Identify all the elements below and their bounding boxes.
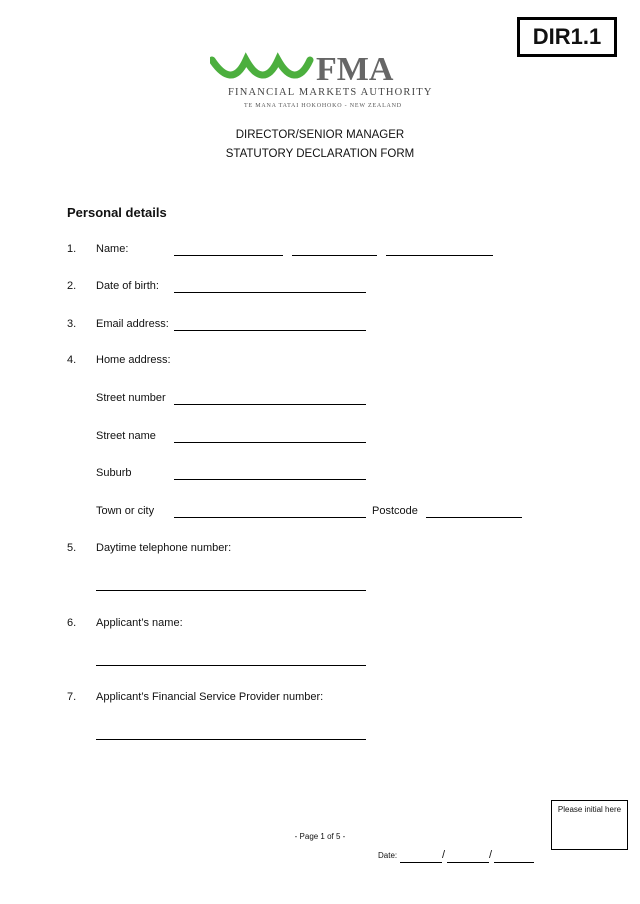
section-heading: Personal details [67,205,167,220]
form-title-line1: DIRECTOR/SENIOR MANAGER [235,129,405,141]
date-year-line[interactable] [494,862,534,863]
fma-wave-mark-icon [210,52,420,88]
middle-name-line[interactable] [292,255,377,256]
suburb-label: Suburb [96,467,132,479]
wave-line [212,60,310,75]
initial-label: Please initial here [557,805,622,814]
item-number: 4. [67,354,77,366]
item-number: 2. [67,280,77,292]
applicant-name-line[interactable] [96,665,366,666]
dob-line[interactable] [174,292,366,293]
street-name-label: Street name [96,430,156,442]
item-number: 7. [67,691,77,703]
applicant-name-label: Applicant’s name: [96,617,183,629]
home-address-label: Home address: [96,354,171,366]
fsp-number-line[interactable] [96,739,366,740]
date-day-line[interactable] [400,862,442,863]
town-label: Town or city [96,505,155,517]
town-line[interactable] [174,517,366,518]
postcode-line[interactable] [426,517,522,518]
logo-authority-name: FINANCIAL MARKETS AUTHORITY [228,87,433,98]
fma-logo [210,52,420,91]
initial-box[interactable] [551,800,628,850]
street-name-line[interactable] [174,442,366,443]
date-month-line[interactable] [447,862,489,863]
page-number: - Page 1 of 5 - [294,832,346,841]
suburb-line[interactable] [174,479,366,480]
phone-line[interactable] [96,590,366,591]
name-label: Name: [96,243,129,255]
postcode-label: Postcode [372,505,418,517]
item-number: 5. [67,542,77,554]
date-separator: / [489,849,493,861]
first-name-line[interactable] [174,255,283,256]
item-number: 1. [67,243,77,255]
logo-subtitle: TE MANA TATAI HOKOHOKO - NEW ZEALAND [244,103,402,109]
item-number: 3. [67,318,77,330]
form-title-line2: STATUTORY DECLARATION FORM [225,148,415,160]
fsp-number-label: Applicant’s Financial Service Provider number: [96,691,324,703]
street-number-line[interactable] [174,404,366,405]
email-label: Email address: [96,318,169,330]
date-separator: / [442,849,446,861]
street-number-label: Street number [96,392,166,404]
phone-label: Daytime telephone number: [96,542,232,554]
last-name-line[interactable] [386,255,493,256]
email-line[interactable] [174,330,366,331]
item-number: 6. [67,617,77,629]
date-label: Date: [378,851,398,860]
dob-label: Date of birth: [96,280,159,292]
form-code-box: DIR1.1 [517,17,617,57]
logo-abbrev: FMA [316,52,394,88]
